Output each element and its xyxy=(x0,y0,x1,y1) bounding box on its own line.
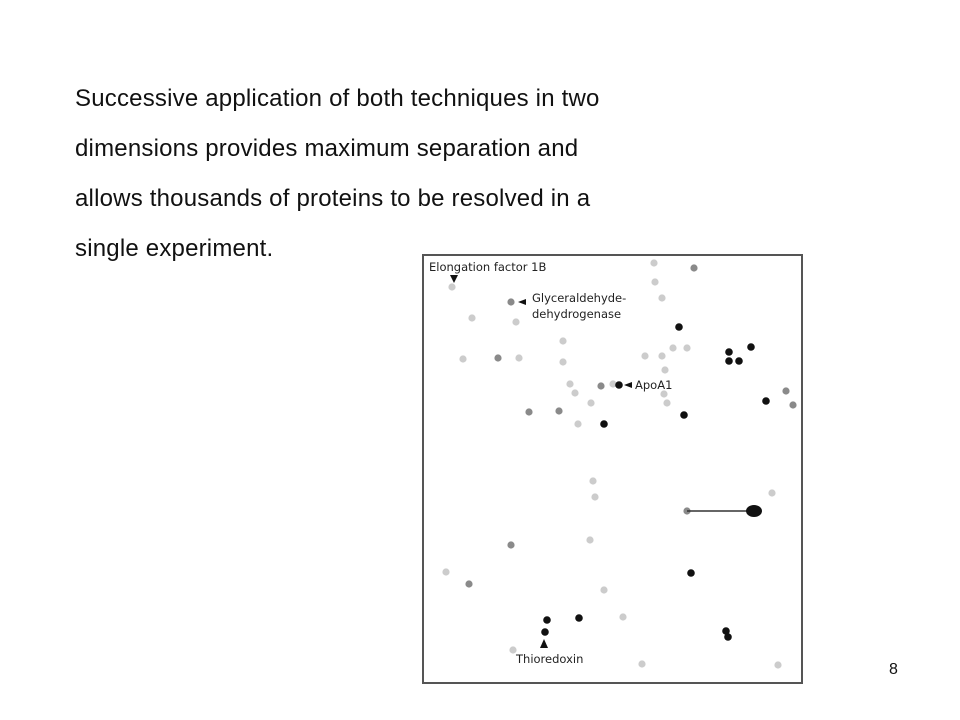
protein-spot-light xyxy=(515,354,522,361)
protein-spot-medium xyxy=(525,408,532,415)
protein-spot-dark xyxy=(680,411,688,419)
protein-spot-dark xyxy=(747,343,755,351)
text-line-1: Successive application of both techniques in two xyxy=(75,85,600,112)
protein-spot-medium xyxy=(597,382,604,389)
protein-spot-medium xyxy=(507,298,514,305)
thioredoxin-arrow xyxy=(540,639,548,648)
protein-spot-light xyxy=(571,389,578,396)
protein-spot-dark xyxy=(762,397,770,405)
protein-spot-light xyxy=(658,294,665,301)
text-line-4: single experiment. xyxy=(75,235,274,262)
protein-spot-light xyxy=(641,352,648,359)
protein-spot-dark xyxy=(687,569,695,577)
protein-spot-light xyxy=(468,314,475,321)
text-line-3: allows thousands of proteins to be resolved in a xyxy=(75,185,591,212)
protein-spot-light xyxy=(669,344,676,351)
protein-spot-medium xyxy=(782,387,789,394)
glyceraldehyde-arrow xyxy=(518,299,526,305)
protein-spot-light xyxy=(774,661,781,668)
apoa1-arrow xyxy=(624,382,632,388)
large-dark-spot xyxy=(746,505,762,517)
protein-spot-medium xyxy=(507,541,514,548)
protein-spot-light xyxy=(651,278,658,285)
protein-spot-light xyxy=(586,536,593,543)
protein-spot-dark xyxy=(543,616,551,624)
protein-spot-light xyxy=(559,337,566,344)
label-thioredoxin: Thioredoxin xyxy=(516,652,584,666)
protein-spot-light xyxy=(589,477,596,484)
text-line-2: dimensions provides maximum separation and xyxy=(75,135,579,162)
label-glyceraldehyde-2: dehydrogenase xyxy=(532,307,622,321)
protein-spot-light xyxy=(638,660,645,667)
protein-spot-medium xyxy=(465,580,472,587)
protein-spot-medium xyxy=(789,401,796,408)
protein-spot-light xyxy=(566,380,573,387)
protein-spot-light xyxy=(448,283,455,290)
protein-spot-dark xyxy=(675,323,683,331)
protein-spot-light xyxy=(663,399,670,406)
elongation-factor-arrow xyxy=(450,275,458,283)
protein-spot-light xyxy=(600,586,607,593)
protein-spot-dark xyxy=(600,420,608,428)
protein-spot-dark xyxy=(735,357,743,365)
protein-spot-medium xyxy=(494,354,501,361)
protein-spot-light xyxy=(591,493,598,500)
label-apoa1: ApoA1 xyxy=(635,378,673,392)
protein-spot-medium xyxy=(690,264,697,271)
protein-spot-light xyxy=(768,489,775,496)
protein-spot-light xyxy=(619,613,626,620)
protein-spot-light xyxy=(683,344,690,351)
page-number: 8 xyxy=(889,661,898,678)
protein-spot-dark xyxy=(725,348,733,356)
protein-spot-light xyxy=(442,568,449,575)
protein-spot-dark xyxy=(615,381,623,389)
protein-spot-dark xyxy=(725,357,733,365)
protein-spot-light xyxy=(512,318,519,325)
protein-spot-light xyxy=(658,352,665,359)
label-elongation-factor: Elongation factor 1B xyxy=(429,260,547,274)
protein-spot-dark xyxy=(724,633,732,641)
protein-spot-light xyxy=(574,420,581,427)
label-glyceraldehyde-1: Glyceraldehyde- xyxy=(532,291,627,305)
protein-spot-light xyxy=(459,355,466,362)
protein-spot-light xyxy=(587,399,594,406)
protein-spot-light xyxy=(661,366,668,373)
protein-spot-medium xyxy=(555,407,562,414)
protein-spot-dark xyxy=(575,614,583,622)
protein-spot-dark xyxy=(541,628,549,636)
protein-spot-light xyxy=(559,358,566,365)
protein-spot-light xyxy=(650,259,657,266)
